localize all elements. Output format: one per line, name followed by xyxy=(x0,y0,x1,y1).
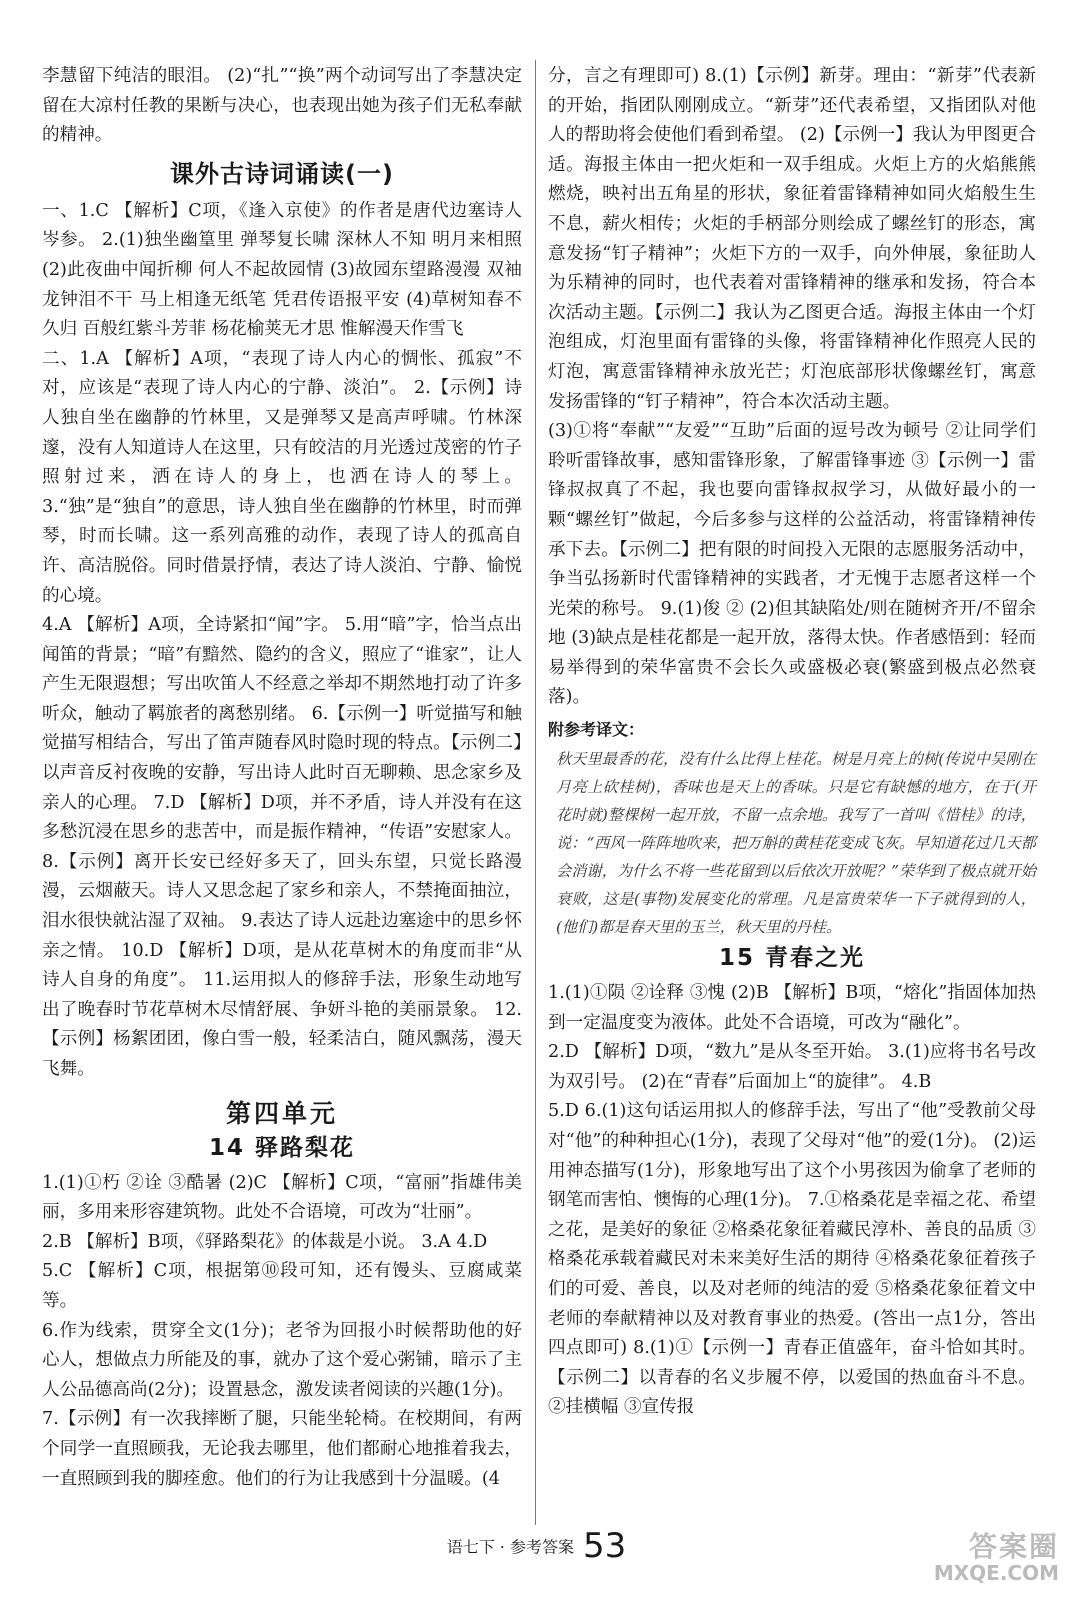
left-column xyxy=(42,62,522,1494)
lesson-14-paragraph-2: 2.B 【解析】B项，《驿路梨花》的体裁是小说。 3.A 4.D xyxy=(42,1231,488,1252)
watermark-logo xyxy=(919,1532,1059,1588)
lesson-15-title: 15 青春之光 xyxy=(718,945,865,972)
right-column xyxy=(548,62,1036,1423)
footer-label: 语七下 · 参考答案 xyxy=(446,1537,574,1557)
lesson-14-paragraph-5: 7.【示例】有一次我摔断了腿，只能坐轮椅。在校期间，有两个同学一直照顾我，无论我去哪里，他们都耐心地推着我去，一直照顾到我的脚痊愈。他们的行为让我感到十分温暖。(4 xyxy=(42,1409,522,1489)
column-divider xyxy=(535,60,536,1525)
lesson-14-paragraph-1: 1.(1)①朽 ②诠 ③酷暑 (2)C 【解析】C项，“富丽”指雄伟美丽，多用来形容建筑物。此处不合语境，可改为“壮丽”。 xyxy=(42,1172,522,1223)
watermark-bottom-text: MXQE.COM xyxy=(933,1561,1059,1585)
intro-paragraph: 李慧留下纯洁的眼泪。 (2)“扎”“换”两个动词写出了李慧决定留在大凉村任教的果断与决心，也表现出她为孩子们无私奉献的精神。 xyxy=(42,66,522,146)
lesson-15-paragraph-3: 5.D 6.(1)这句话运用拟人的修辞手法，写出了“他”受教前父母对“他”的种种担心(1分)，表现了父母对“他”的爱(1分)。 (2)运用神态描写(1分)，形象地写出了这个小男孩因为偷拿了老师的钢笔而害怕、懊悔的心理(1分)。 7.①格桑花是幸福之花、希望之花，是美好的象征 ②格桑花象征着藏民淳朴、善良的品质 ③格桑花承载着藏民对未来美好生活的期待 ④格桑花象征着孩子们的可爱、善良，以及对老师的纯洁的爱 ⑤格桑花象征着文中老师的奉献精神以及对教育事业的热爱。(答出一点1分，答出四点即可) 8.(1)①【示例一】青春正值盛年，奋斗恰如其时。【示例二】以青春的名义步履不停，以爱国的热血奋斗不息。 ②挂横幅 ③宣传报 xyxy=(548,1101,1036,1418)
page-footer xyxy=(0,1526,1073,1566)
reference-translation-text: 秋天里最香的花，没有什么比得上桂花。树是月亮上的树(传说中吴刚在月亮上砍桂树)，香味也是天上的香味。只是它有缺憾的地方，在于(开花时就)整棵树一起开放，不留一点余地。我写了一首叫《惜桂》的诗，说：“西风一阵阵地吹来，把万斛的黄桂花变成飞灰。早知道花过几天都会消谢，为什么不将一些花留到以后依次开放呢？”荣华到了极点就开始衰败，这是(事物)发展变化的常理。凡是富贵荣华一下子就得到的人，(他们)都是春天里的玉兰，秋天里的丹桂。 xyxy=(556,750,1036,937)
unit-title: 第四单元 xyxy=(225,1098,338,1128)
watermark-top-text: 答案圈 xyxy=(968,1530,1059,1563)
section-title: 课外古诗词诵读(一) xyxy=(170,159,394,188)
page-number: 53 xyxy=(583,1526,627,1566)
lesson-14-title: 14 驿路梨花 xyxy=(208,1134,355,1161)
lesson-14-paragraph-3: 5.C 【解析】C项，根据第⑩段可知，还有馒头、豆腐咸菜等。 xyxy=(42,1261,522,1311)
right-paragraph-2: (3)①将“奉献”“友爱”“互助”后面的逗号改为顿号 ②让同学们聆听雷锋故事，感知雷锋形象，了解雷锋事迹 ③【示例一】雷锋叔叔真了不起，我也要向雷锋叔叔学习，从做好最小的一颗“螺丝钉”做起，今后多参与这样的公益活动，将雷锋精神传承下去。【示例二】把有限的时间投入无限的志愿服务活动中，争当弘扬新时代雷锋精神的实践者，才无愧于志愿者这样一个光荣的称号。 9.(1)俊 ② (2)但其缺陷处/则在随树齐开/不留余地 (3)缺点是桂花都是一起开放，落得太快。作者感悟到：轻而易举得到的荣华富贵不会长久或盛极必衰(繁盛到极点必然衰落)。 xyxy=(548,421,1036,708)
lesson-15-paragraph-1: 1.(1)①陨 ②诠释 ③愧 (2)B 【解析】B项，“熔化”指固体加热到一定温度变为液体。此处不合语境，可改为“融化”。 xyxy=(548,983,1036,1033)
lesson-15-paragraph-2: 2.D 【解析】D项，“数九”是从冬至开始。 3.(1)应将书名号改为双引号。 (2)在“青春”后面加上“的旋律”。 4.B xyxy=(548,1042,1036,1092)
reference-translation-title: 附参考译文： xyxy=(548,720,645,740)
section-paragraph-2: 二、1.A 【解析】A项，“表现了诗人内心的惆怅、孤寂”不对，应该是“表现了诗人内心的宁静、淡泊”。 2.【示例】诗人独自坐在幽静的竹林里，又是弹琴又是高声呼啸。竹林深邃，没有人知道诗人在这里，只有皎洁的月光透过茂密的竹子照射过来，洒在诗人的身上，也洒在诗人的琴上。 3.“独”是“独自”的意思，诗人独自坐在幽静的竹林里，时而弹琴，时而长啸。这一系列高雅的动作，表现了诗人的孤高自许、高洁脱俗。同时借景抒情，表达了诗人淡泊、宁静、愉悦的心境。 xyxy=(42,348,522,606)
lesson-14-paragraph-4: 6.作为线索，贯穿全文(1分)；老爷为回报小时候帮助他的好心人，想做点力所能及的事，就办了这个爱心粥铺，暗示了主人公品德高尚(2分)；设置悬念，激发读者阅读的兴趣(1分)。 xyxy=(42,1320,522,1400)
section-paragraph-1: 一、1.C 【解析】C项，《逢入京使》的作者是唐代边塞诗人岑参。 2.(1)独坐幽篁里 弹琴复长啸 深林人不知 明月来相照 (2)此夜曲中闻折柳 何人不起故园情 (3)故园东望路漫漫 双袖龙钟泪不干 马上相逢无纸笔 凭君传语报平安 (4)草树知春不久归 百般红紫斗芳菲 杨花榆荚无才思 惟解漫天作雪飞 xyxy=(42,200,522,340)
section-paragraph-3: 4.A 【解析】A项，全诗紧扣“闻”字。 5.用“暗”字，恰当点出闻笛的背景；“暗”有黯然、隐约的含义，照应了“谁家”，让人产生无限遐想；写出吹笛人不经意之举却不期然地打动了许多听众，触动了羁旅者的离愁别绪。 6.【示例一】听觉描写和触觉描写相结合，写出了笛声随春风时隐时现的特点。【示例二】以声音反衬夜晚的安静，写出诗人此时百无聊赖、思念家乡及亲人的心理。 7.D 【解析】D项，并不矛盾，诗人并没有在这多愁沉浸在思乡的悲苦中，而是振作精神，“传语”安慰家人。 8.【示例】离开长安已经好多天了，回头东望，只觉长路漫漫，云烟蔽天。诗人又思念起了家乡和亲人，不禁掩面抽泣，泪水很快就沾湿了双袖。 9.表达了诗人远赴边塞途中的思乡怀亲之情。 10.D 【解析】D项，是从花草树木的角度而非“从诗人自身的角度”。 11.运用拟人的修辞手法，形象生动地写出了晚春时节花草树木尽情舒展、争妍斗艳的美丽景象。 12.【示例】杨絮团团，像白雪一般，轻柔洁白，随风飘荡，漫天飞舞。 xyxy=(42,615,522,1079)
right-paragraph-1: 分，言之有理即可) 8.(1)【示例】新芽。理由：“新芽”代表新的开始，指团队刚刚成立。“新芽”还代表希望，又指团队对他人的帮助将会使他们看到希望。 (2)【示例一】我认为甲图更合适。海报主体由一把火炬和一双手组成。火炬上方的火焰熊熊燃烧，映衬出五角星的形状，象征着雷锋精神如同火焰般生生不息，薪火相传；火炬的手柄部分则绘成了螺丝钉的形态，寓意发扬“钉子精神”；火炬下方的一双手，向外伸展，象征助人为乐精神的同时，也代表着对雷锋精神的继承和发扬，符合本次活动主题。【示例二】我认为乙图更合适。海报主体由一个灯泡组成，灯泡里面有雷锋的头像，将雷锋精神化作照亮人民的灯泡，寓意雷锋精神永放光芒；灯泡底部形状像螺丝钉，寓意发扬雷锋的“钉子精神”，符合本次活动主题。 xyxy=(548,66,1036,412)
